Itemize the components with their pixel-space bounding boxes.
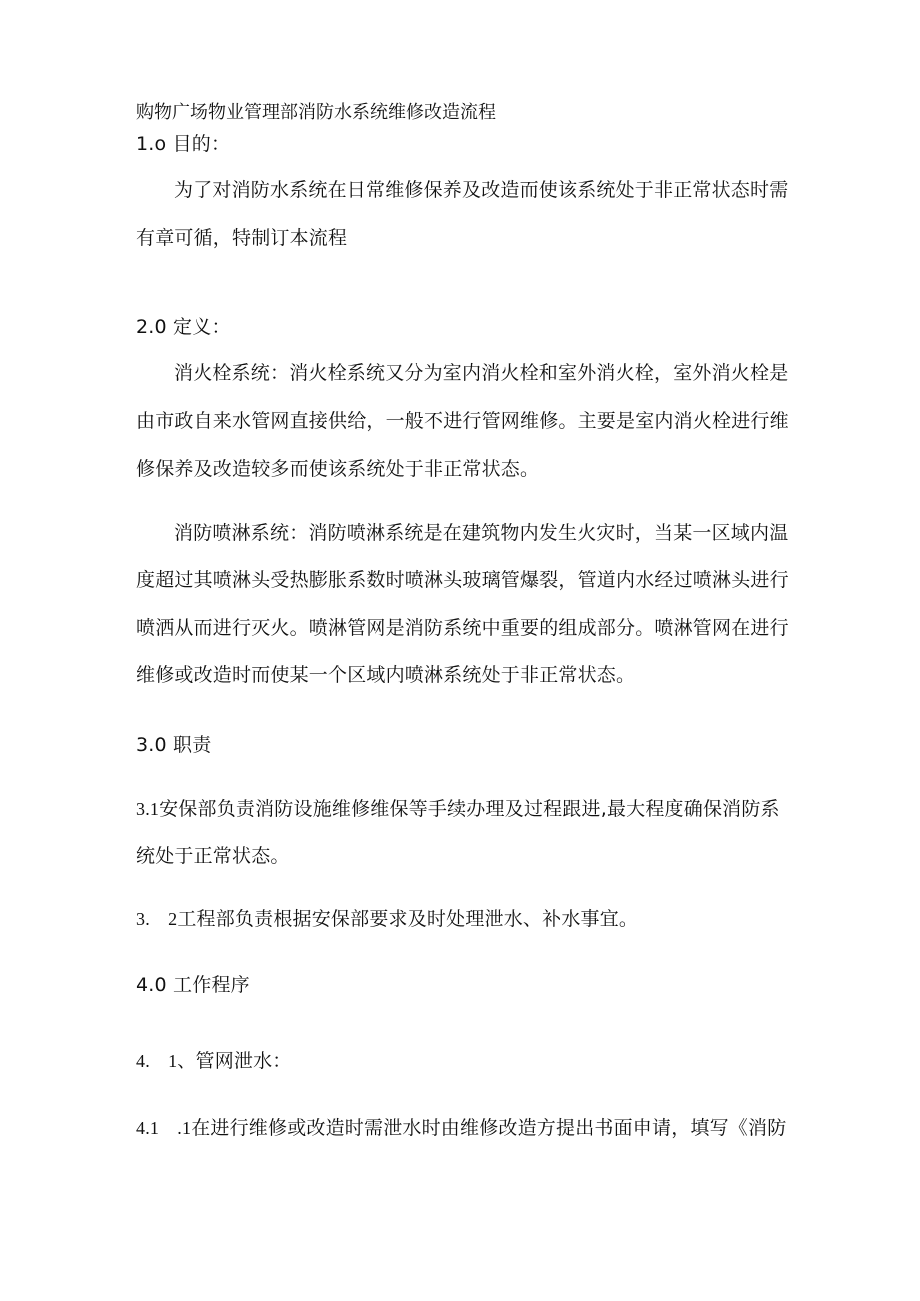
- section-2-paragraph-2-line: 度超过其喷淋头受热膨胀系数时喷淋头玻璃管爆裂，管道内水经过喷淋头进行: [136, 569, 789, 591]
- section-4-subsection: [136, 1048, 292, 1074]
- section-4-subsection-number: 4. 1、: [136, 1051, 196, 1071]
- section-4-item: [136, 1115, 786, 1141]
- section-3-item-1-number: 3.1: [136, 799, 160, 819]
- section-2-paragraph-1-line: 由市政自来水管网直接供给，一般不进行管网维修。主要是室内消火栓进行维: [136, 410, 789, 432]
- section-4-subsection-text: 管网泄水：: [195, 1050, 292, 1072]
- section-4-item-number: 4.1 .1: [136, 1118, 192, 1138]
- document-title: 购物广场物业管理部消防水系统维修改造流程: [136, 102, 496, 123]
- section-4-heading: 4.0 工作程序: [136, 974, 250, 996]
- section-3-item-1-continuation: 统处于正常状态。: [136, 845, 290, 867]
- section-3-item-2-number: 3. 2: [136, 909, 178, 929]
- section-1-heading: 1.o 目的：: [136, 133, 231, 155]
- section-2-paragraph-1-line: 修保养及改造较多而使该系统处于非正常状态。: [136, 458, 540, 480]
- section-2-paragraph-2-line: 消防喷淋系统：消防喷淋系统是在建筑物内发生火灾时，当某一区域内温: [174, 522, 789, 544]
- section-3-item-1: [136, 796, 780, 822]
- section-3-heading: 3.0 职责: [136, 734, 212, 756]
- section-3-item-1-text: 安保部负责消防设施维修维保等手续办理及过程跟进,最大程度确保消防系: [159, 798, 780, 820]
- section-2-heading: 2.0 定义：: [136, 316, 231, 338]
- section-1-paragraph-line: 为了对消防水系统在日常维修保养及改造而使该系统处于非正常状态时需: [174, 179, 789, 201]
- section-3-item-2: [136, 906, 638, 932]
- section-1-paragraph-line: 有章可循，特制订本流程: [136, 227, 348, 249]
- section-2-paragraph-2-line: 喷洒从而进行灭火。喷淋管网是消防系统中重要的组成部分。喷淋管网在进行: [136, 617, 789, 639]
- section-2-paragraph-1-line: 消火栓系统：消火栓系统又分为室内消火栓和室外消火栓，室外消火栓是: [174, 362, 789, 384]
- section-3-item-2-text: 工程部负责根据安保部要求及时处理泄水、补水事宜。: [177, 908, 639, 930]
- section-4-item-text: 在进行维修或改造时需泄水时由维修改造方提出书面申请，填写《消防: [191, 1117, 787, 1139]
- section-2-paragraph-2-line: 维修或改造时而使某一个区域内喷淋系统处于非正常状态。: [136, 664, 636, 686]
